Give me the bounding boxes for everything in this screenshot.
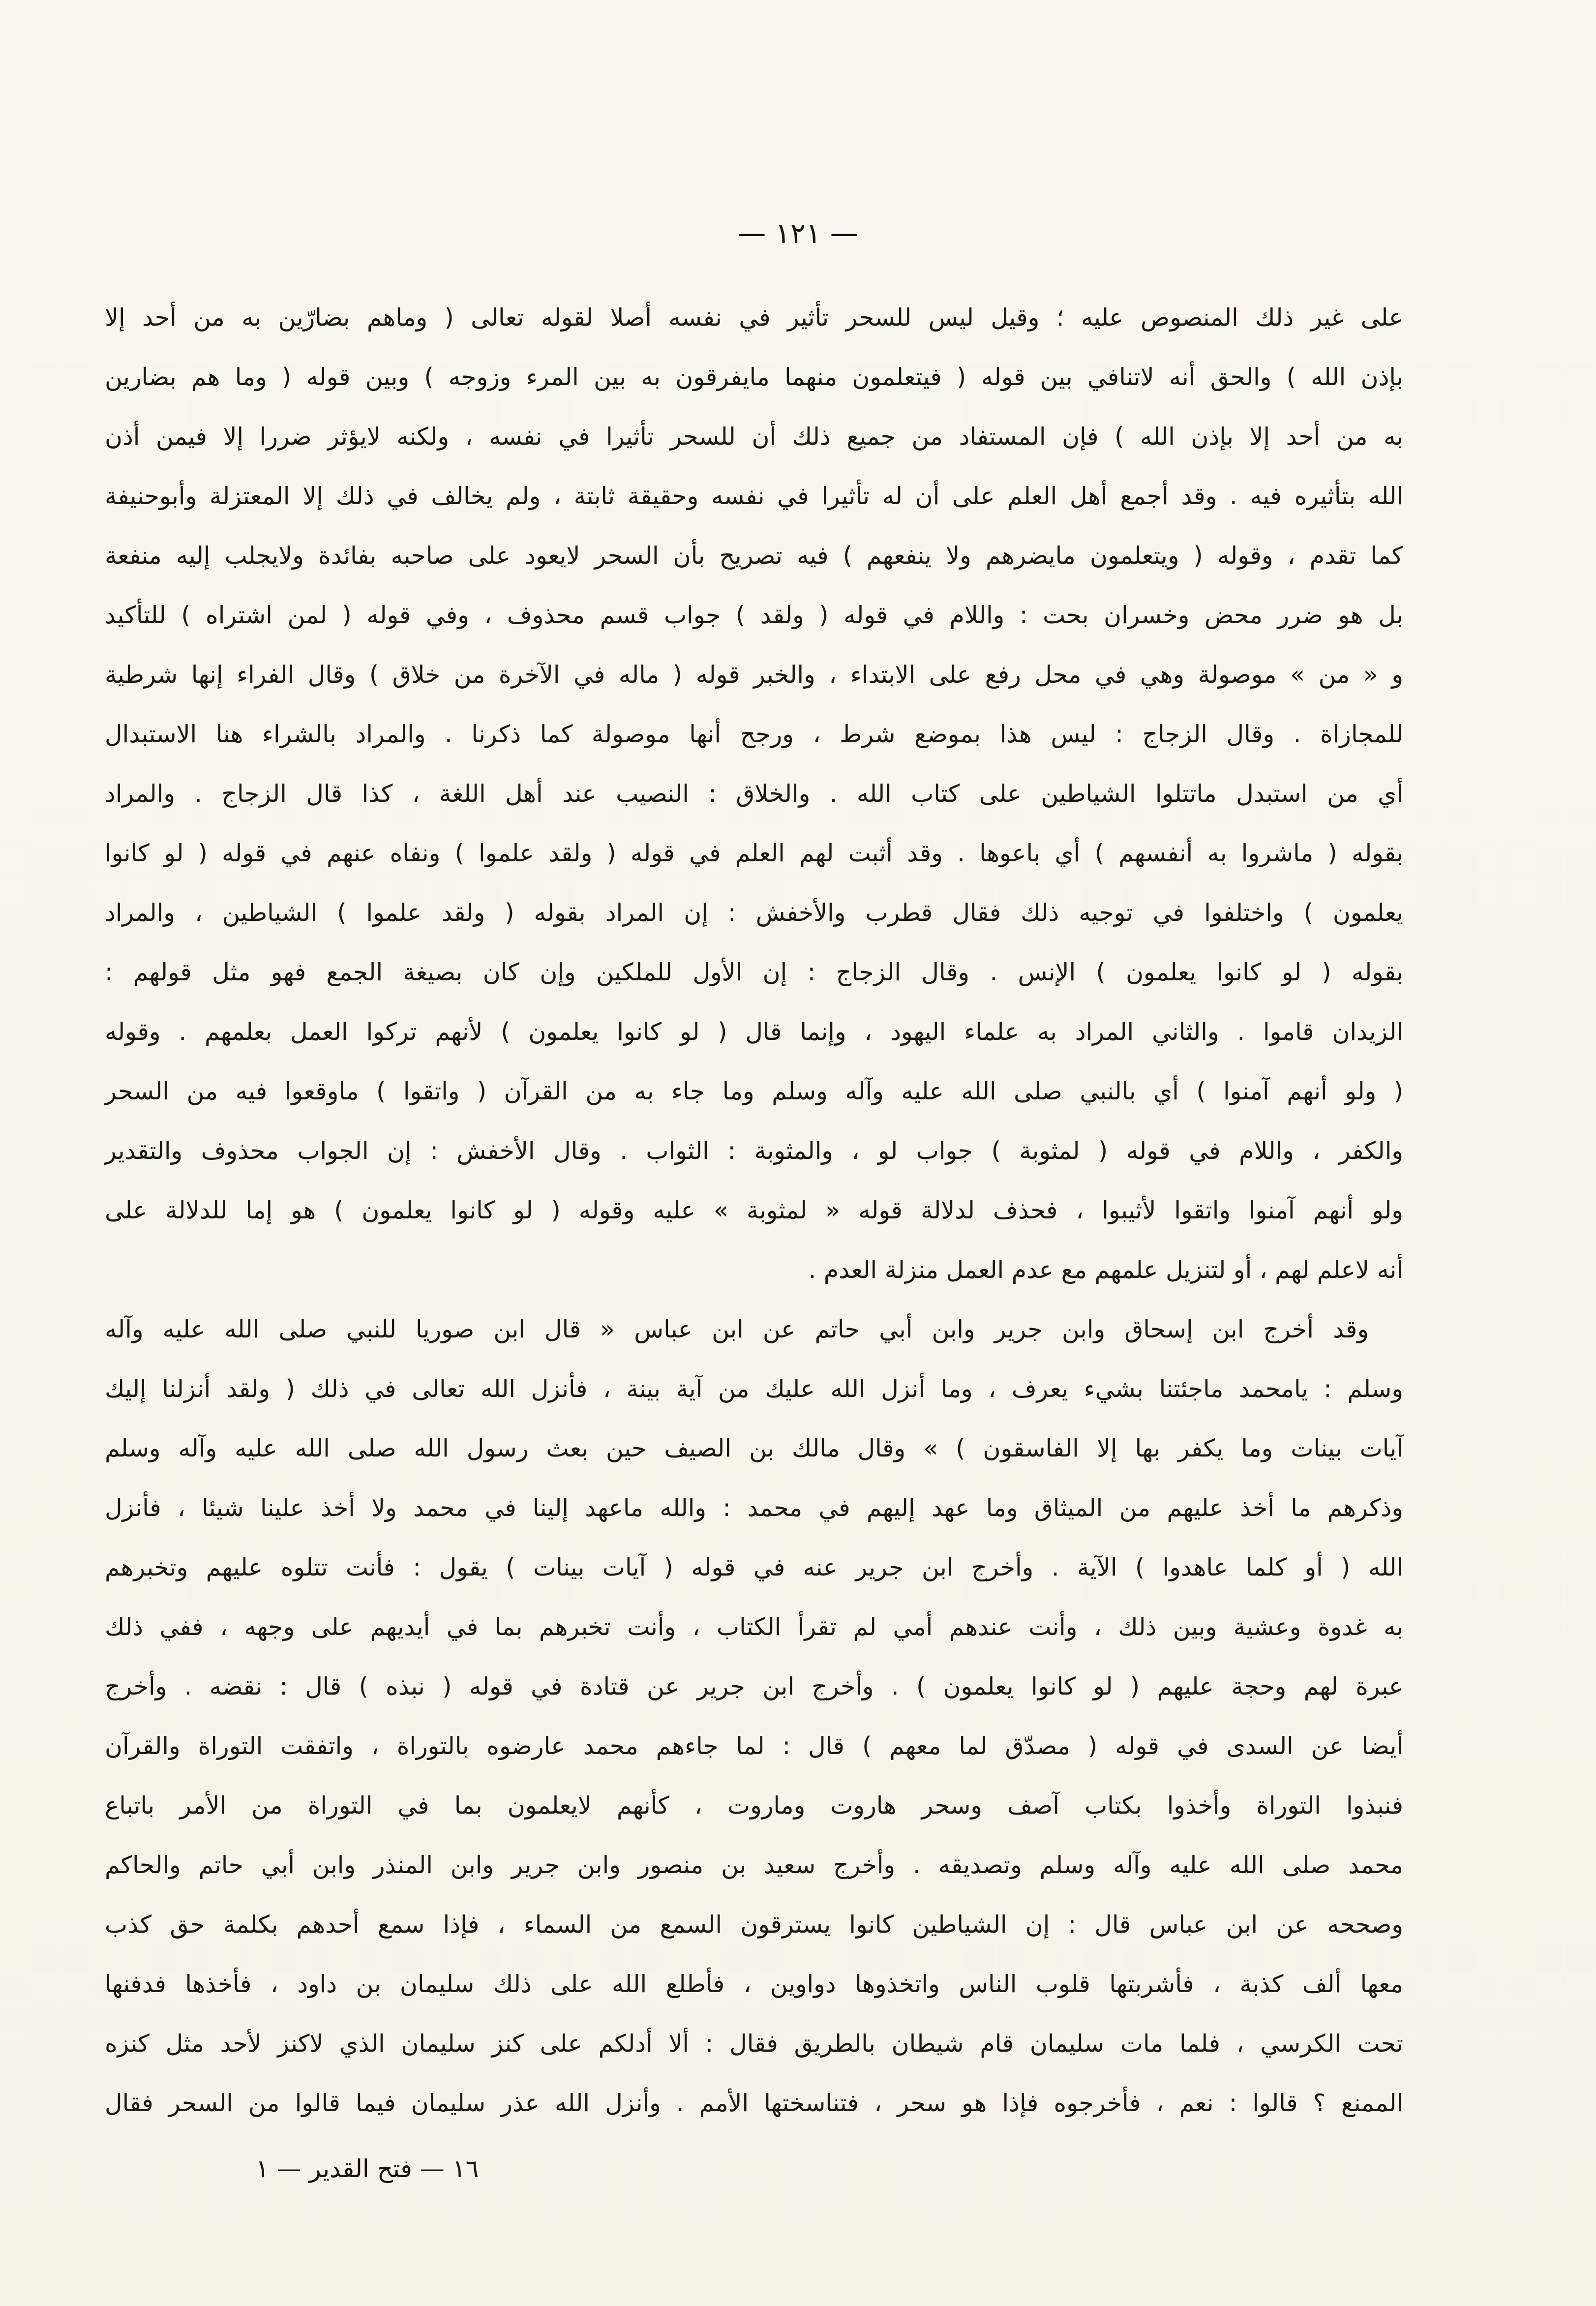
text-line: عبرة لهم وحجة عليهم ( لو كانوا يعلمون ) . وأخرج ابن جرير عن قتادة في قوله ( نبذه ) قال : نقضه . وأخرج xyxy=(105,1672,1403,1700)
body-text xyxy=(105,288,1403,2133)
text-line: على غير ذلك المنصوص عليه ؛ وقيل ليس للسحر تأثير في نفسه أصلا لقوله تعالى ( وماهم بضارّين به من أحد إلا xyxy=(105,303,1403,332)
text-line: محمد صلى الله عليه وآله وسلم وتصديقه . وأخرج سعيد بن منصور وابن جرير وابن المنذر وابن أبي حاتم والحاكم xyxy=(105,1851,1403,1879)
text-line: ولو أنهم آمنوا واتقوا لأثيبوا ، فحذف لدلالة قوله « لمثوبة » عليه وقوله ( لو كانوا يعلمون ) هو إما للدلالة على xyxy=(105,1196,1403,1224)
text-line: الله بتأثيره فيه . وقد أجمع أهل العلم على أن له تأثيرا في نفسه وحقيقة ثابتة ، ولم يخالف في ذلك إلا المعتزلة وأبوحنيفة xyxy=(105,482,1403,510)
text-line: بإذن الله ) والحق أنه لاتنافي بين قوله ( فيتعلمون منهما مايفرقون به بين المرء وزوجه ) وبين قوله ( وما هم بضارين xyxy=(105,363,1403,391)
text-line: و « من » موصولة وهي في محل رفع على الابتداء ، والخبر قوله ( ماله في الآخرة من خلاق ) وقال الفراء إنها شرطية xyxy=(105,661,1403,689)
text-line: بقوله ( ماشروا به أنفسهم ) أي باعوها . وقد أثبت لهم العلم في قوله ( ولقد علموا ) ونفاه عنهم في قوله ( لو كانوا xyxy=(105,839,1403,867)
text-line: ( ولو أنهم آمنوا ) أي بالنبي صلى الله عليه وآله وسلم وما جاء به من القرآن ( واتقوا ) ماوقعوا فيه من السحر xyxy=(105,1077,1403,1105)
text-line: وصححه عن ابن عباس قال : إن الشياطين كانوا يسترقون السمع من السماء ، فإذا سمع أحدهم بكلمة حق كذب xyxy=(105,1911,1403,1939)
text-line: وسلم : يامحمد ماجئتنا بشيء يعرف ، وما أنزل الله عليك من آية بينة ، فأنزل الله تعالى في ذلك ( ولقد أنزلنا إليك xyxy=(105,1375,1403,1403)
text-line: كما تقدم ، وقوله ( ويتعلمون مايضرهم ولا ينفعهم ) فيه تصريح بأن السحر لايعود على صاحبه بفائدة ولايجلب إليه منفعة xyxy=(105,542,1403,570)
text-line: وذكرهم ما أخذ عليهم من الميثاق وما عهد إليهم في محمد : والله ماعهد إلينا في محمد ولا أخذ علينا شيئا ، فأنزل xyxy=(105,1494,1403,1522)
text-line: به غدوة وعشية وبين ذلك ، وأنت عندهم أمي لم تقرأ الكتاب ، وأنت تخبرهم بما في أيديهم على وجهه ، ففي ذلك xyxy=(105,1613,1403,1641)
text-line: معها ألف كذبة ، فأشربتها قلوب الناس واتخذوها دواوين ، فأطلع الله على ذلك سليمان بن داود ، فأخذها فدفنها xyxy=(105,1970,1403,1998)
text-line: فنبذوا التوراة وأخذوا بكتاب آصف وسحر هاروت وماروت ، كأنهم لايعلمون بما في التوراة من الأمر باتباع xyxy=(105,1791,1403,1820)
text-line: به من أحد إلا بإذن الله ) فإن المستفاد من جميع ذلك أن للسحر تأثيرا في نفسه ، ولكنه لايؤثر ضررا إلا فيمن أذن xyxy=(105,423,1403,451)
text-line: تحت الكرسي ، فلما مات سليمان قام شيطان بالطريق فقال : ألا أدلكم على كنز سليمان الذي لاكنز لأحد مثل كنزه xyxy=(105,2030,1403,2058)
text-line: بل هو ضرر محض وخسران بحت : واللام في قوله ( ولقد ) جواب قسم محذوف ، وفي قوله ( لمن اشتراه ) للتأكيد xyxy=(105,601,1403,629)
text-line: الله ( أو كلما عاهدوا ) الآية . وأخرج ابن جرير عنه في قوله ( آيات بينات ) يقول : فأنت تتلوه عليهم وتخبرهم xyxy=(105,1553,1403,1581)
text-line: الزيدان قاموا . والثاني المراد به علماء اليهود ، وإنما قال ( لو كانوا يعلمون ) لأنهم تركوا العمل بعلمهم . وقوله xyxy=(105,1018,1403,1046)
text-line: الممنع ؟ قالوا : نعم ، فأخرجوه فإذا هو سحر ، فتناسختها الأمم . وأنزل الله عذر سليمان فيما قالوا من السحر فقال xyxy=(105,2089,1403,2117)
page-number: — ١٢١ — xyxy=(737,216,859,250)
text-line: للمجازاة . وقال الزجاج : ليس هذا بموضع شرط ، ورجح أنها موصولة كما ذكرنا . والمراد بالشراء هنا الاستبدال xyxy=(105,720,1403,748)
text-line: أي من استبدل ماتتلوا الشياطين على كتاب الله . والخلاق : النصيب عند أهل اللغة ، كذا قال الزجاج . والمراد xyxy=(105,780,1403,808)
text-line: أيضا عن السدى في قوله ( مصدّق لما معهم ) قال : لما جاءهم محمد عارضوه بالتوراة ، واتفقت التوراة والقرآن xyxy=(105,1732,1403,1760)
text-line: بقوله ( لو كانوا يعلمون ) الإنس . وقال الزجاج : إن الأول للملكين وإن كان بصيغة الجمع فهو مثل قولهم : xyxy=(105,958,1403,986)
paragraph xyxy=(105,288,1403,1300)
text-line: آيات بينات وما يكفر بها إلا الفاسقون ) » وقال مالك بن الصيف حين بعث رسول الله صلى الله عليه وآله وسلم xyxy=(105,1434,1403,1462)
text-line: وقد أخرج ابن إسحاق وابن جرير وابن أبي حاتم عن ابن عباس « قال ابن صوريا للنبي صلى الله عليه وآله xyxy=(105,1315,1369,1343)
paragraph xyxy=(105,1300,1403,2133)
text-line: يعلمون ) واختلفوا في توجيه ذلك فقال قطرب والأخفش : إن المراد بقوله ( ولقد علموا ) الشياطين ، والمراد xyxy=(105,899,1403,927)
text-line: والكفر ، واللام في قوله ( لمثوبة ) جواب لو ، والمثوبة : الثواب . وقال الأخفش : إن الجواب محذوف والتقدير xyxy=(105,1137,1403,1165)
footer-signature: ١٦ — فتح القدير — ١ xyxy=(256,2154,479,2183)
text-line: أنه لاعلم لهم ، أو لتنزيل علمهم مع عدم العمل منزلة العدم . xyxy=(808,1256,1403,1284)
